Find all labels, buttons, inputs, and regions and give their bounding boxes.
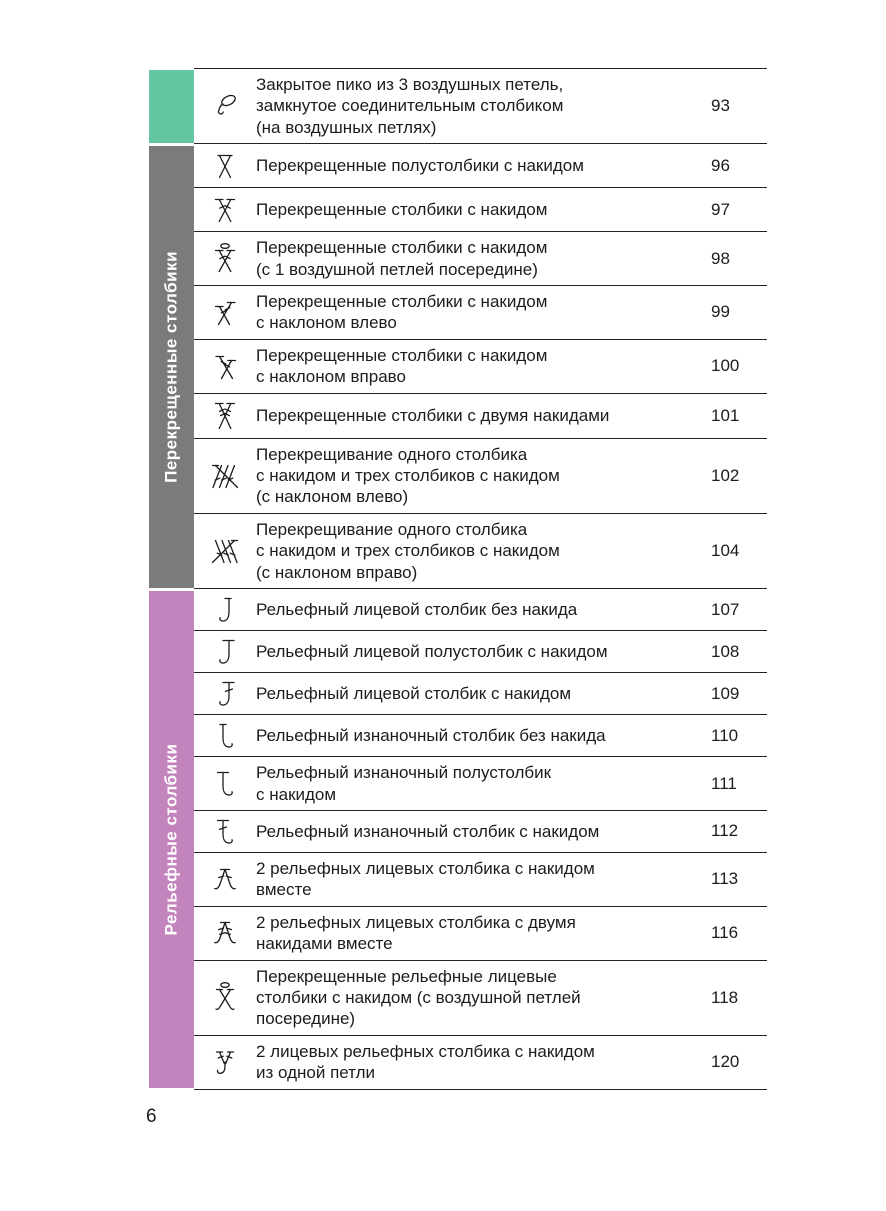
row-page-number: 99 xyxy=(711,302,730,322)
description-line: (с 1 воздушной петлей посередине) xyxy=(256,259,538,279)
toc-row xyxy=(194,715,767,757)
back-post-single-crochet-icon xyxy=(194,720,256,751)
row-page-number: 97 xyxy=(711,199,730,219)
toc-row xyxy=(194,514,767,589)
row-description xyxy=(256,641,691,662)
toc-row xyxy=(194,394,767,439)
description-line: 2 лицевых рельефных столбика с накидом xyxy=(256,1041,595,1061)
toc-row xyxy=(194,69,767,144)
row-description xyxy=(256,725,691,746)
row-description xyxy=(256,74,691,138)
row-page-number: 107 xyxy=(711,599,740,619)
row-description xyxy=(256,519,691,583)
description-line: Рельефный изнаночный столбик без накида xyxy=(256,725,606,745)
row-description xyxy=(256,599,691,620)
toc-section-crossed-stitches xyxy=(149,144,767,589)
description-line: с накидом и трех столбиков с накидом xyxy=(256,541,560,561)
crossed-double-crochet-left-icon xyxy=(194,296,256,329)
description-line: Рельефный лицевой полустолбик с накидом xyxy=(256,641,608,661)
description-line: Перекрещенные столбики с накидом xyxy=(256,345,548,365)
front-post-dc2tog-icon xyxy=(194,865,256,894)
toc-row xyxy=(194,961,767,1036)
toc-table xyxy=(149,68,767,1090)
section-label xyxy=(149,68,194,144)
row-description xyxy=(256,199,691,220)
description-line: с наклоном влево xyxy=(256,313,397,333)
description-line: из одной петли xyxy=(256,1063,375,1083)
section-color-bar xyxy=(149,589,194,1089)
toc-row xyxy=(194,853,767,907)
front-post-tr2tog-icon xyxy=(194,918,256,948)
toc-row xyxy=(194,907,767,961)
front-post-half-double-icon xyxy=(194,636,256,667)
page-number: 6 xyxy=(146,1106,157,1127)
toc-row xyxy=(194,188,767,232)
description-line: Перекрещенные столбики с двумя накидами xyxy=(256,405,610,425)
description-line: (с наклоном влево) xyxy=(256,487,409,507)
row-page-number: 109 xyxy=(711,683,740,703)
row-description xyxy=(256,821,691,842)
toc-row xyxy=(194,1036,767,1090)
row-page-number: 113 xyxy=(711,869,739,889)
row-page-number: 104 xyxy=(711,540,740,560)
description-line: Рельефный изнаночный столбик с накидом xyxy=(256,821,600,841)
row-page-number: 102 xyxy=(711,465,740,485)
row-description xyxy=(256,858,691,901)
toc-row xyxy=(194,340,767,394)
toc-row xyxy=(194,673,767,715)
front-post-double-icon xyxy=(194,678,256,709)
one-over-three-crossed-left-icon xyxy=(194,459,256,492)
row-description xyxy=(256,683,691,704)
section-color-bar xyxy=(149,144,194,589)
description-line: Перекрещивание одного столбика xyxy=(256,444,528,464)
description-line: Закрытое пико из 3 воздушных петель, xyxy=(256,75,564,94)
row-page-number: 120 xyxy=(711,1052,740,1072)
row-page-number: 118 xyxy=(711,987,739,1007)
section-rows xyxy=(194,589,767,1089)
description-line: (с наклоном вправо) xyxy=(256,562,418,582)
toc-row xyxy=(194,631,767,673)
row-page-number: 101 xyxy=(711,405,740,425)
toc-section-picot xyxy=(149,68,767,144)
row-page-number: 112 xyxy=(711,821,739,841)
row-description xyxy=(256,291,691,334)
row-description xyxy=(256,444,691,508)
back-post-half-double-icon xyxy=(194,768,256,799)
description-line: (на воздушных петлях) xyxy=(256,117,437,137)
section-rows xyxy=(194,68,767,144)
back-post-double-icon xyxy=(194,816,256,847)
crossed-double-crochet-right-icon xyxy=(194,350,256,383)
row-description xyxy=(256,762,691,805)
description-line: Перекрещенные столбики с накидом xyxy=(256,292,548,312)
toc-row xyxy=(194,439,767,514)
description-line: вместе xyxy=(256,880,312,900)
picot-closed-icon xyxy=(194,91,256,121)
description-line: с накидом и трех столбиков с накидом xyxy=(256,466,560,486)
toc-row xyxy=(194,232,767,286)
row-page-number: 108 xyxy=(711,641,740,661)
description-line: Рельефный изнаночный полустолбик xyxy=(256,763,552,783)
description-line: Перекрещивание одного столбика xyxy=(256,519,528,539)
description-line: 2 рельефных лицевых столбика с двумя xyxy=(256,912,576,932)
row-description xyxy=(256,237,691,280)
toc-row xyxy=(194,589,767,631)
row-page-number: 116 xyxy=(711,923,739,943)
crossed-front-post-dc-icon xyxy=(194,981,256,1014)
description-line: Перекрещенные рельефные лицевые xyxy=(256,966,557,986)
section-label: Перекрещенные столбики xyxy=(161,250,181,483)
description-line: Рельефный лицевой столбик без накида xyxy=(256,599,578,619)
crossed-double-crochet-ch1-icon xyxy=(194,242,256,275)
crossed-treble-crochet-icon xyxy=(194,399,256,433)
crossed-double-crochet-icon xyxy=(194,193,256,226)
row-page-number: 110 xyxy=(711,725,739,745)
row-description xyxy=(256,1041,691,1084)
toc-row xyxy=(194,144,767,188)
section-label: Рельефные столбики xyxy=(161,743,181,936)
description-line: столбики с накидом (с воздушной петлей xyxy=(256,987,581,1007)
description-line: Перекрещенные столбики с накидом xyxy=(256,200,548,220)
row-description xyxy=(256,912,691,955)
toc-row xyxy=(194,286,767,340)
description-line: Перекрещенные столбики с накидом xyxy=(256,238,548,258)
row-page-number: 98 xyxy=(711,248,730,268)
toc-row xyxy=(194,811,767,853)
front-post-single-crochet-icon xyxy=(194,594,256,625)
description-line: Перекрещенные полустолбики с накидом xyxy=(256,156,584,176)
row-description xyxy=(256,966,691,1030)
description-line: 2 рельефных лицевых столбика с накидом xyxy=(256,858,595,878)
row-page-number: 111 xyxy=(711,773,737,793)
description-line: посередине) xyxy=(256,1009,356,1029)
row-description xyxy=(256,405,691,426)
description-line: с наклоном вправо xyxy=(256,367,406,387)
crossed-half-double-crochet-icon xyxy=(194,149,256,182)
row-page-number: 93 xyxy=(711,96,730,116)
row-page-number: 96 xyxy=(711,155,730,175)
row-description xyxy=(256,345,691,388)
row-page-number: 100 xyxy=(711,356,740,376)
description-line: с накидом xyxy=(256,784,337,804)
description-line: Рельефный лицевой столбик с накидом xyxy=(256,683,572,703)
description-line: замкнутое соединительным столбиком xyxy=(256,96,564,116)
row-description xyxy=(256,155,691,176)
description-line: накидами вместе xyxy=(256,934,393,954)
toc-section-relief-stitches xyxy=(149,589,767,1089)
section-color-bar xyxy=(149,68,194,144)
front-post-2dc-same-stitch-icon xyxy=(194,1047,256,1077)
one-over-three-crossed-right-icon xyxy=(194,534,256,567)
section-rows xyxy=(194,144,767,589)
toc-row xyxy=(194,757,767,811)
